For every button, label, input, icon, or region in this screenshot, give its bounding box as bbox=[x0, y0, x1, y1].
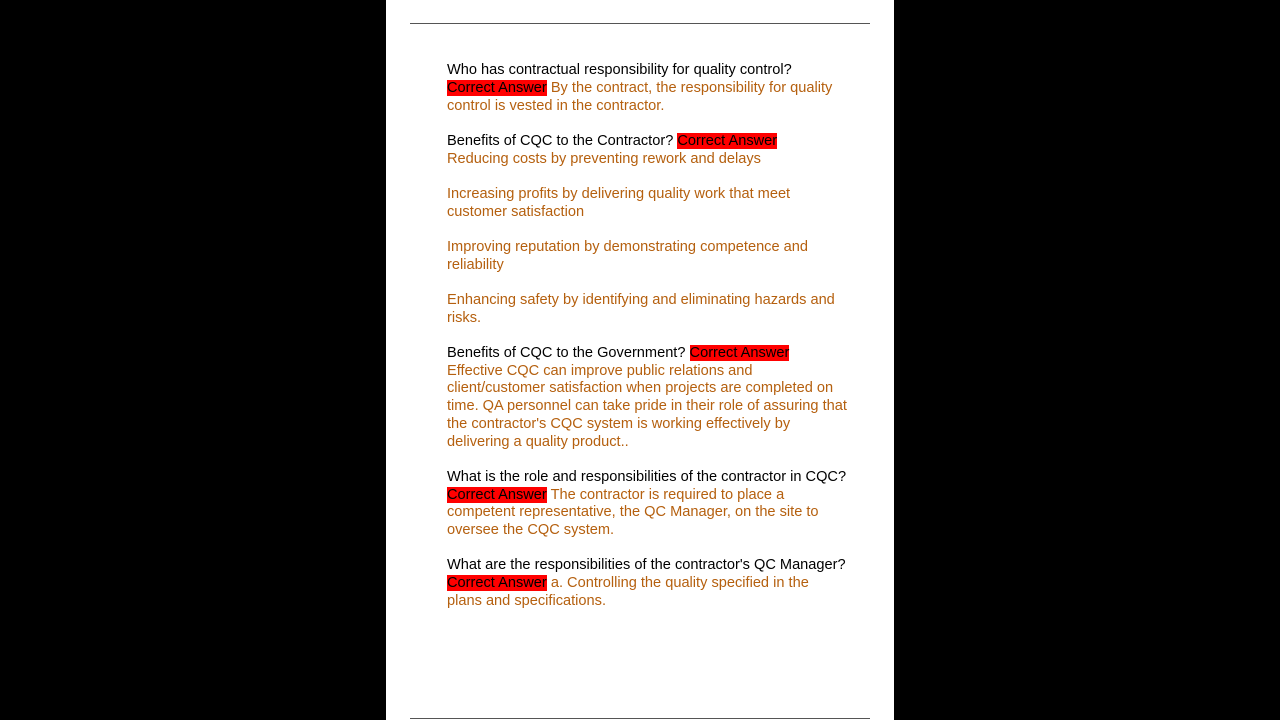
correct-answer-badge: Correct Answer bbox=[689, 344, 790, 361]
question-text: Benefits of CQC to the Government? bbox=[447, 344, 686, 361]
qa-item-1 bbox=[447, 62, 847, 115]
footer-rule bbox=[410, 718, 870, 719]
question-text: What is the role and responsibilities of the contractor in CQC? bbox=[447, 468, 847, 485]
document-page bbox=[386, 0, 894, 720]
correct-answer-badge: Correct Answer bbox=[447, 575, 547, 592]
answer-paragraph: Increasing profits by delivering quality work that meet customer satisfaction bbox=[447, 185, 791, 220]
question-text: What are the responsibilities of the contractor's QC Manager? bbox=[447, 557, 846, 574]
qa-item-4 bbox=[447, 469, 847, 540]
qa-item-2 bbox=[447, 133, 847, 169]
qa-item-5 bbox=[447, 557, 847, 610]
header-rule bbox=[410, 23, 870, 24]
answer-text: a. Controlling the quality specified in the plans and specifications. bbox=[447, 575, 809, 610]
answer-text: Reducing costs by preventing rework and delays bbox=[447, 150, 761, 167]
question-text: Who has contractual responsibility for quality control? bbox=[447, 62, 792, 78]
answer-text: The contractor is required to place a competent representative, the QC Manager, on the site to oversee the CQC system. bbox=[447, 486, 819, 539]
qa-item-3 bbox=[447, 345, 847, 452]
answer-paragraph: Improving reputation by demonstrating competence and reliability bbox=[447, 238, 809, 273]
answer-paragraph: Enhancing safety by identifying and eliminating hazards and risks. bbox=[447, 291, 835, 326]
correct-answer-badge: Correct Answer bbox=[447, 79, 547, 96]
correct-answer-badge: Correct Answer bbox=[447, 486, 547, 503]
question-text: Benefits of CQC to the Contractor? bbox=[447, 132, 674, 149]
qa-content bbox=[447, 62, 847, 628]
answer-text: By the contract, the responsibility for quality control is vested in the contractor. bbox=[447, 79, 833, 114]
answer-text: Effective CQC can improve public relations and client/customer satisfaction when projects are completed on time. QA personnel can take pride in their role of assuring that the contractor's CQC system is working effectively by delivering a quality product.. bbox=[447, 362, 847, 450]
correct-answer-badge: Correct Answer bbox=[677, 132, 778, 149]
